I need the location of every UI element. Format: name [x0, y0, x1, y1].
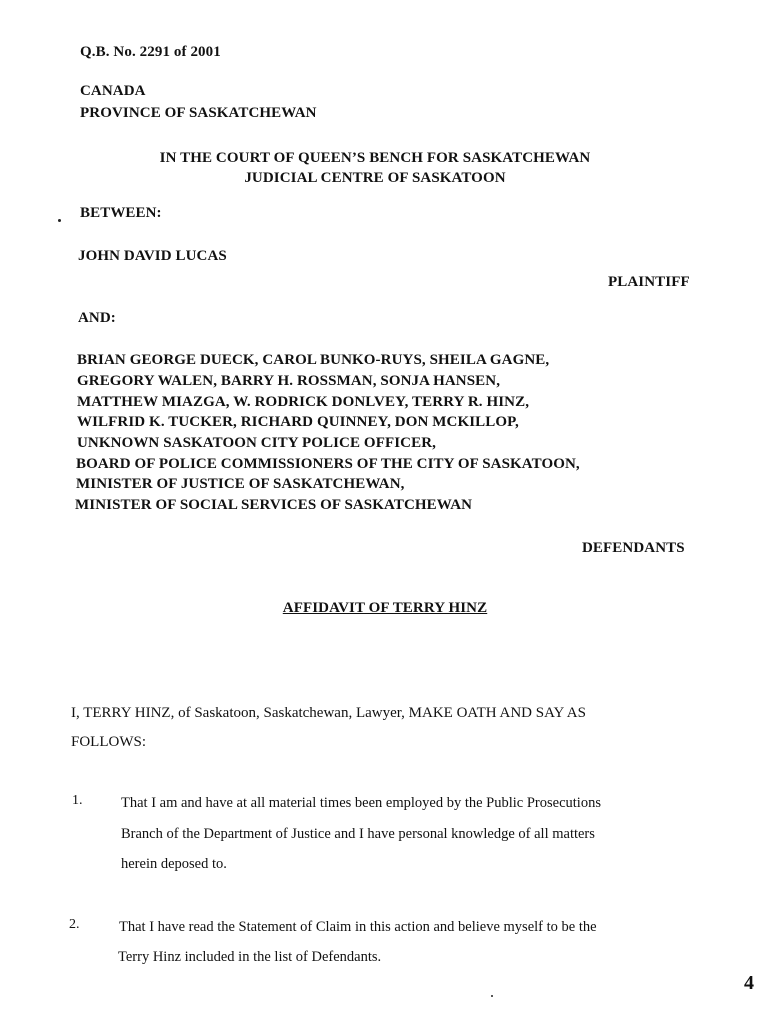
defendant-line: MATTHEW MIAZGA, W. RODRICK DONLVEY, TERRY R. HINZ,: [77, 394, 530, 410]
plaintiff-label: PLAINTIFF: [608, 274, 690, 290]
plaintiff-name: JOHN DAVID LUCAS: [78, 248, 227, 264]
defendant-line: MINISTER OF SOCIAL SERVICES OF SASKATCHEWAN: [75, 497, 473, 513]
file-number: Q.B. No. 2291 of 2001: [80, 44, 221, 60]
page-number: 4: [744, 972, 754, 994]
defendants-label: DEFENDANTS: [582, 540, 685, 556]
intro-line: FOLLOWS:: [71, 734, 146, 750]
paragraph-number: 1.: [72, 793, 83, 808]
judicial-centre: JUDICIAL CENTRE OF SASKATOON: [244, 170, 506, 186]
paragraph-line: Terry Hinz included in the list of Defendants.: [118, 949, 382, 965]
intro-line: I, TERRY HINZ, of Saskatoon, Saskatchewan, Lawyer, MAKE OATH AND SAY AS: [71, 705, 586, 721]
paragraph-number: 2.: [69, 917, 80, 932]
and-label: AND:: [78, 310, 116, 326]
province: PROVINCE OF SASKATCHEWAN: [80, 105, 317, 121]
stray-mark: [58, 219, 61, 222]
stray-mark: [491, 995, 493, 997]
defendant-line: BRIAN GEORGE DUECK, CAROL BUNKO-RUYS, SHEILA GAGNE,: [77, 352, 550, 368]
defendant-line: WILFRID K. TUCKER, RICHARD QUINNEY, DON MCKILLOP,: [77, 414, 519, 430]
paragraph-line: That I have read the Statement of Claim in this action and believe myself to be the: [119, 919, 597, 935]
paragraph-line: Branch of the Department of Justice and I have personal knowledge of all matters: [121, 826, 595, 842]
defendant-line: BOARD OF POLICE COMMISSIONERS OF THE CITY OF SASKATOON,: [76, 456, 580, 472]
country: CANADA: [80, 83, 146, 99]
paragraph-line: herein deposed to.: [121, 856, 227, 872]
defendant-line: MINISTER OF JUSTICE OF SASKATCHEWAN,: [76, 476, 405, 492]
affidavit-title: AFFIDAVIT OF TERRY HINZ: [282, 600, 488, 616]
between-label: BETWEEN:: [80, 205, 162, 221]
defendant-line: UNKNOWN SASKATOON CITY POLICE OFFICER,: [77, 435, 436, 451]
court-name: IN THE COURT OF QUEEN’S BENCH FOR SASKATCHEWAN: [159, 150, 591, 166]
defendant-line: GREGORY WALEN, BARRY H. ROSSMAN, SONJA HANSEN,: [77, 373, 501, 389]
paragraph-line: That I am and have at all material times been employed by the Public Prosecutions: [121, 795, 601, 811]
